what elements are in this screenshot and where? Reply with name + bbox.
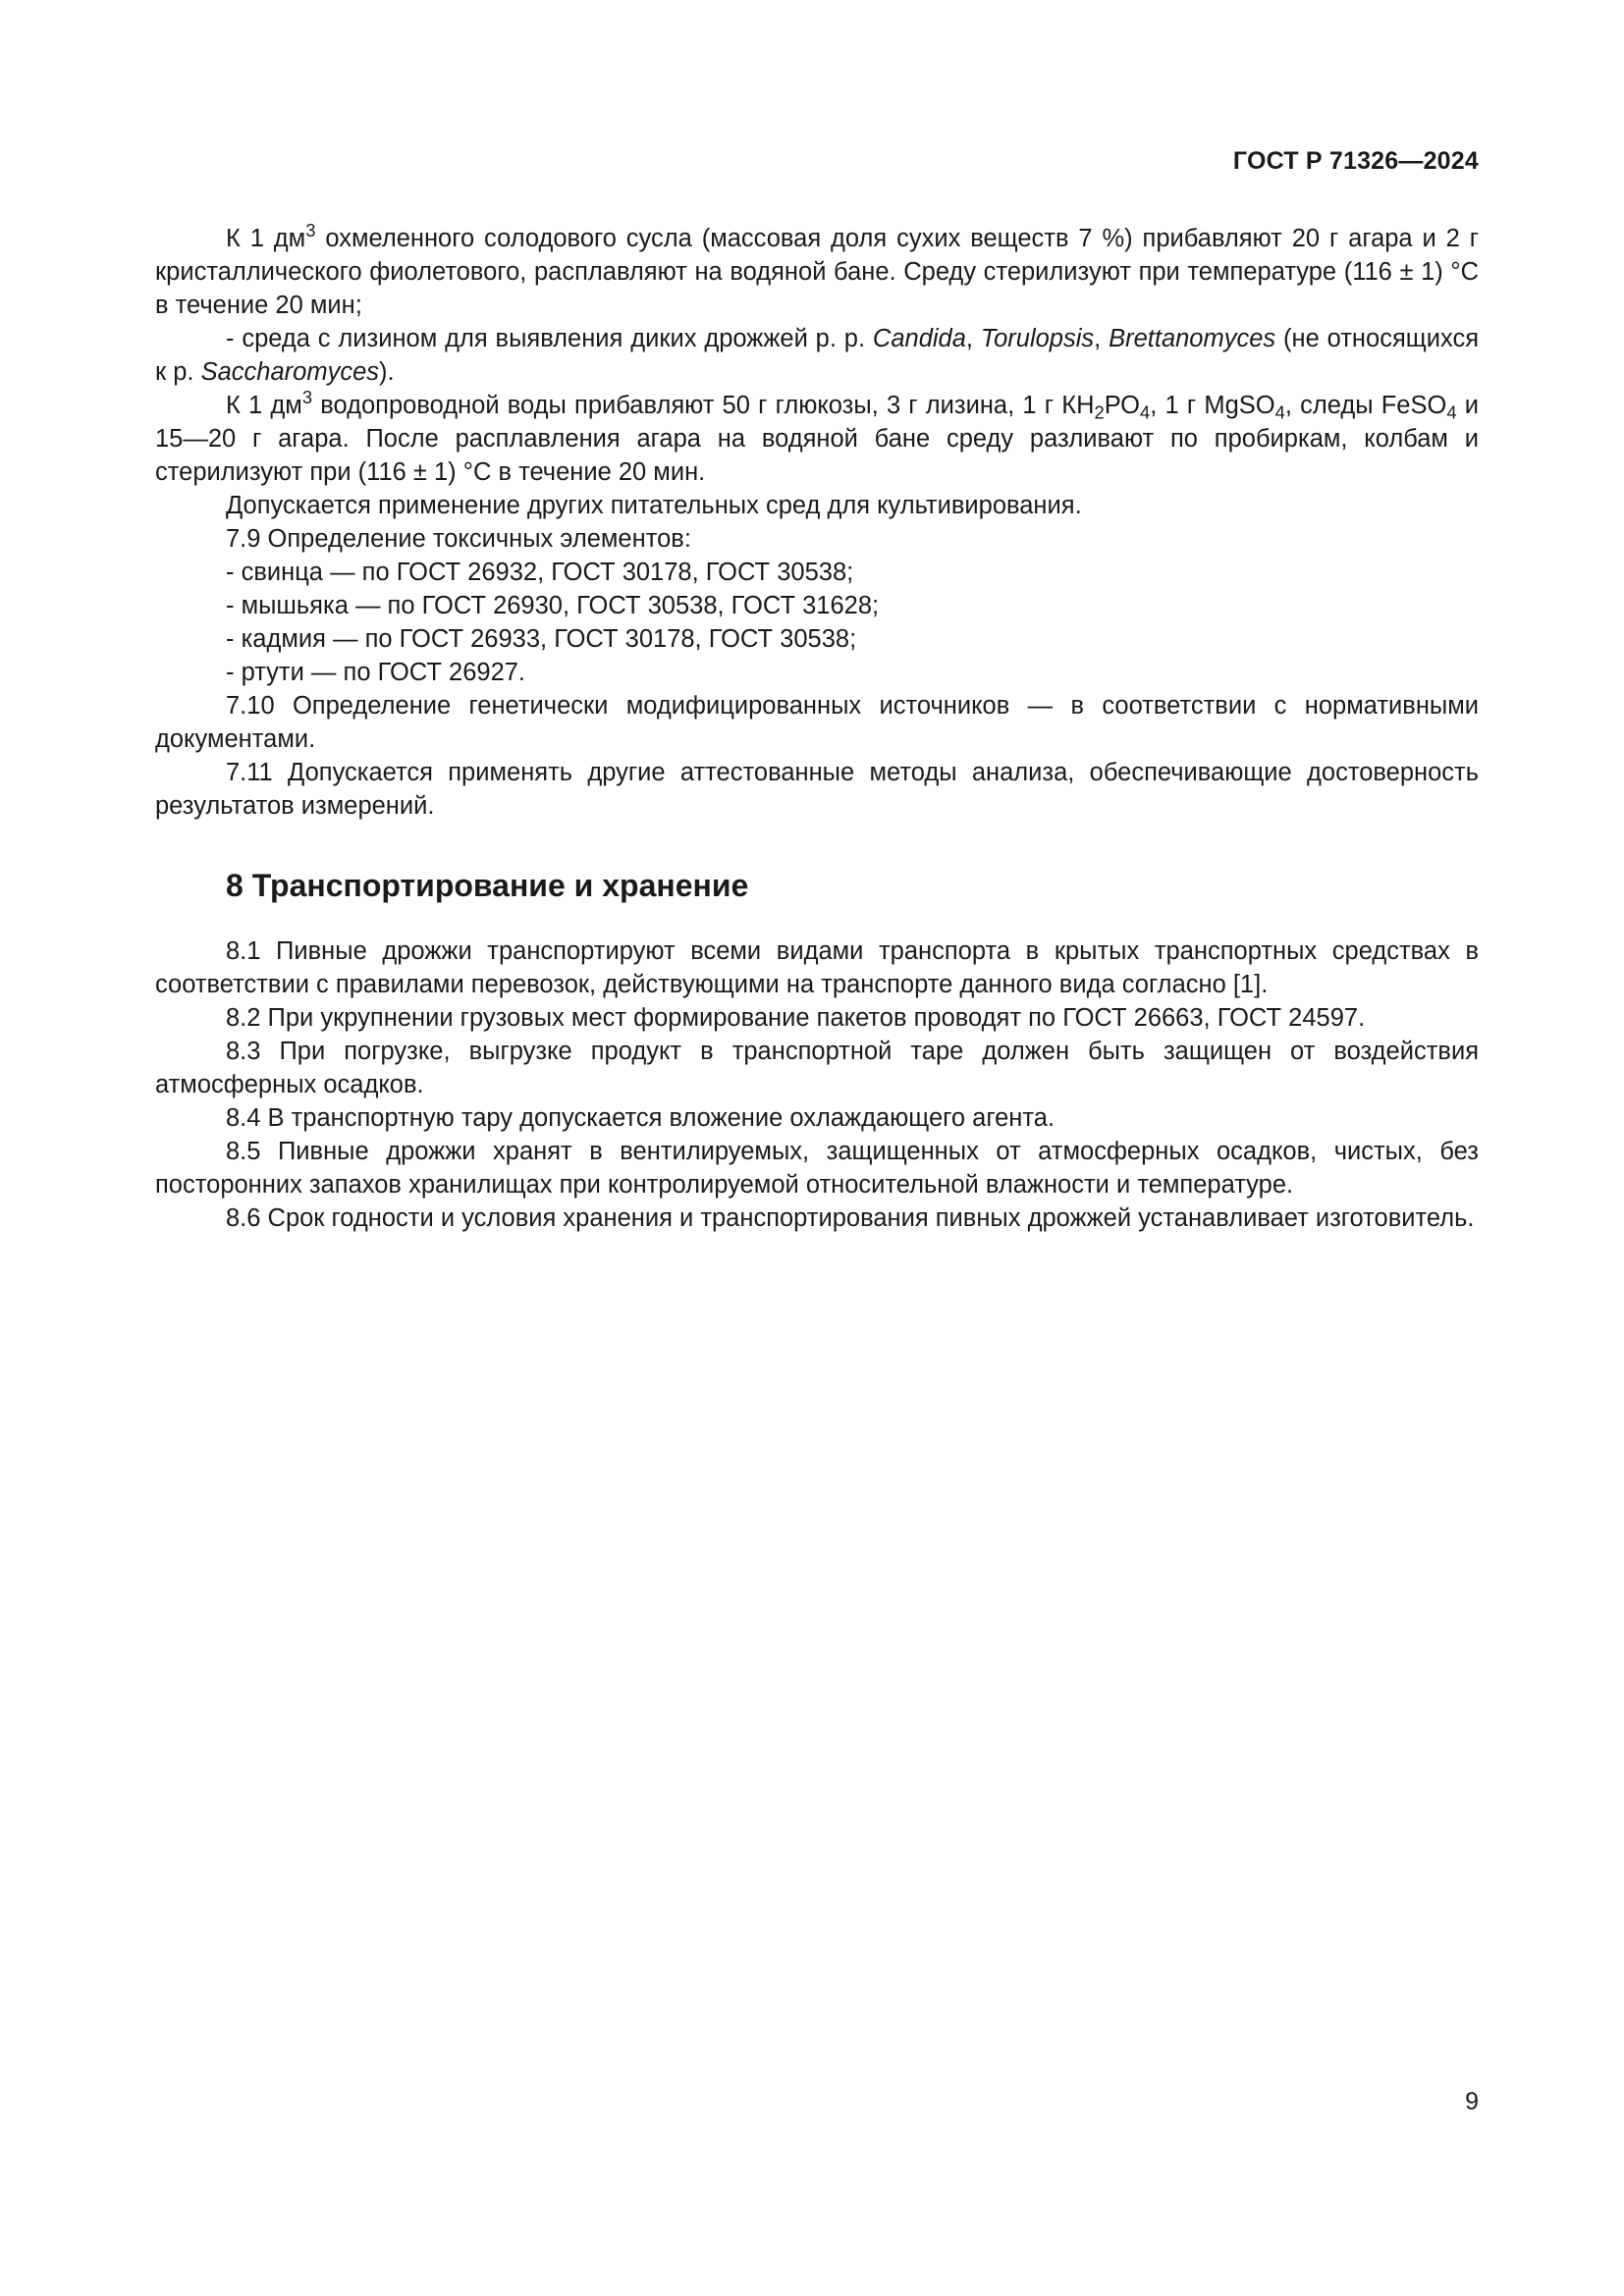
list-item-lead: - свинца — по ГОСТ 26932, ГОСТ 30178, ГОСТ 30538; (226, 559, 854, 586)
section-8-heading: 8 Транспортирование и хранение (226, 868, 749, 903)
clause-8-3: 8.3 При погрузке, выгрузке продукт в транспортной таре должен быть защищен от воздействия атмосферных осадков. (155, 1038, 1479, 1098)
paragraph-lysine-medium: - среда с лизином для выявления диких дрожжей р. р. Candida, Torulopsis, Brettanomyces (не относящихся к р. Saccharomyces). (155, 325, 1479, 386)
page-body (155, 219, 1479, 1235)
paragraph-wort-medium: К 1 $дм^3$ охмеленного солодового сусла (массовая доля сухих веществ 7 %) прибавляют 20 г агара и 2 г кристаллического фиолетового, расплавляют на водяной бане. Среду стерилизуют при температуре (116 ± 1) °С в течение 20 мин; (155, 219, 1479, 319)
clause-8-4: 8.4 В транспортную тару допускается вложение охлаждающего агента. (226, 1104, 1056, 1132)
clause-8-6: 8.6 Срок годности и условия хранения и транспортирования пивных дрожжей устанавливает изготовитель. (226, 1204, 1475, 1232)
list-item-arsenic: - мышьяка — по ГОСТ 26930, ГОСТ 30538, ГОСТ 31628; (226, 592, 880, 619)
clause-8-2: 8.2 При укрупнении грузовых мест формирование пакетов проводят по ГОСТ 26663, ГОСТ 24597. (226, 1004, 1366, 1032)
clause-7-11: 7.11 Допускается применять другие аттестованные методы анализа, обеспечивающие достоверность результатов измерений. (155, 759, 1479, 820)
list-item-cadmium: - кадмия — по ГОСТ 26933, ГОСТ 30178, ГОСТ 30538; (226, 625, 857, 653)
page-number: 9 (1465, 2088, 1479, 2115)
paragraph-other-media: Допускается применение других питательных сред для культивирования. (226, 492, 1082, 519)
list-item-mercury: - ртути — по ГОСТ 26927. (226, 659, 526, 686)
paragraph-lysine-recipe: К 1 $дм^3$ водопроводной воды прибавляют 50 г глюкозы, 3 г лизина, 1 г $КН_2РО_4$, 1 г MgSO$_4$, следы FeSO$_4$ и 15—20 г агара. После расплавления агара на водяной бане среду разливают по пробиркам, колбам и стерилизуют при (116 ± 1) °С в течение 20 мин. (155, 386, 1479, 486)
clause-7-10: 7.10 Определение генетически модифицированных источников — в соответствии с нормативными документами. (155, 692, 1479, 753)
clause-7-9: 7.9 Определение токсичных элементов: (226, 525, 691, 553)
clause-8-1: 8.1 Пивные дрожжи транспортируют всеми видами транспорта в крытых транспортных средствах в соответствии с правилами перевозок, действующими на транспорте данного вида согласно [1]. (155, 937, 1479, 998)
document-id-header: ГОСТ Р 71326—2024 (1232, 147, 1479, 175)
clause-8-5: 8.5 Пивные дрожжи хранят в вентилируемых, защищенных от атмосферных осадков, чистых, без посторонних запахов хранилищах при контролируемой относительной влажности и температуре. (155, 1138, 1479, 1199)
